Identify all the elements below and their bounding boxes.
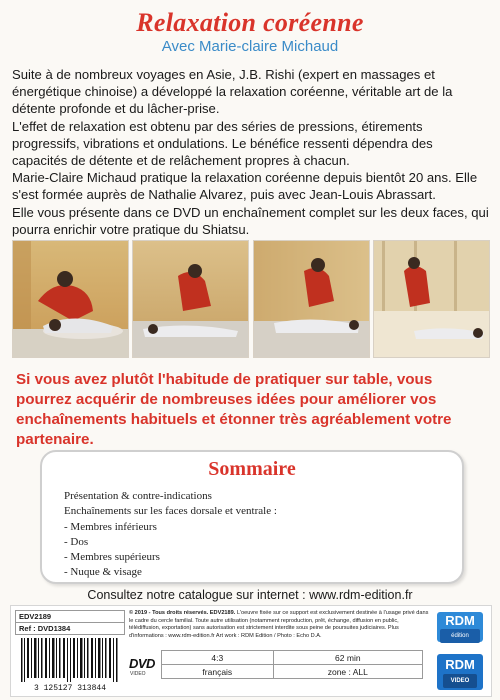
spec-language: français [162,665,274,679]
page-subtitle: Avec Marie-claire Michaud [161,38,339,55]
rdm-bottom-sub: VIDEO [443,674,477,688]
sommaire-item: - Membres supérieurs [64,551,160,564]
barcode-number: 3 125127 313844 [33,684,107,692]
specs-table [161,650,423,679]
highlight-text: Si vous avez plutôt l'habitude de pratiquer sur table, vous pourrez acquérir de nombreuses idées pour améliorer vos enchaînements habituels et étonner très agréablement votre partenaire. [16,371,452,448]
legal-copyright: © 2019 - Tous droits réservés. EDV2189. [129,610,236,616]
rdm-top-sub: édition [440,629,480,643]
rdm-top-label: RDM [445,613,475,628]
photo-strip [12,240,490,356]
sommaire-title: Sommaire [208,458,296,480]
sommaire-item: - Dos [64,535,89,548]
rdm-bottom-label: RDM [445,657,475,672]
spec-duration: 62 min [273,651,422,665]
sommaire-item: - Membres inférieurs [64,520,157,533]
rdm-video-logo [437,654,483,690]
intro-paragraph: Elle vous présente dans ce DVD un enchaînement complet sur les deux faces, qui pourra enrichir votre pratique du Shiatsu. [12,204,489,237]
intro-paragraph: Suite à de nombreux voyages en Asie, J.B. Rishi (expert en massages et énergétique chinoise) a développé la relaxation coréenne, véritable art de la détente profonde et du lâcher-prise. [12,67,453,117]
massage-photo-3 [253,240,370,358]
massage-photo-2 [132,240,249,358]
page-title: Relaxation coréenne [136,8,364,37]
dvd-video-label: VIDEO [130,671,146,677]
intro-paragraph: Marie-Claire Michaud pratique la relaxation coréenne depuis bientôt 20 ans. Elle s'est formée auprès de Nathalie Alvarez, puis avec Jean-Louis Abrassart. [12,170,478,203]
sommaire-box [40,450,464,584]
legal-text [129,610,429,640]
spec-ratio: 4:3 [162,651,274,665]
reference-box [15,610,125,635]
massage-photo-4 [373,240,490,358]
spec-zone: zone : ALL [273,665,422,679]
ref-label: Ref : DVD1384 [16,622,124,634]
dvd-logo-icon: DVD [129,656,155,671]
catalogue-link-text: Consultez notre catalogue sur internet : www.rdm-edition.fr [87,588,413,602]
legal-notice: L'oeuvre fixée sur ce support est exclusivement destinée à l'usage privé dans le cadre du cercle familial. Toute autre utilisation (notamment reproduction, prêt, échange, diffusion en public, télédiffusion, exportation) sans autorisation est strictement interdite sous peine de poursuites judiciaires. Plus d'informations : www.rdm-edition.fr Art work : RDM Edition / Photo : Echo D.A. [129,610,429,639]
rdm-edition-logo [437,612,483,642]
barcode [15,636,125,692]
massage-photo-1 [12,240,129,358]
sommaire-item: - Nuque & visage [64,566,142,579]
intro-text [12,66,490,238]
ref-code: EDV2189 [19,612,52,621]
intro-paragraph: L'effet de relaxation est obtenu par des séries de pressions, étirements progressifs, vibrations et ondulations. Le bénéfice ressenti dépendra des capacités de détente et de relâchement propres à chacun. [12,118,433,169]
sommaire-item: Enchaînements sur les faces dorsale et ventrale : [64,505,277,518]
footer-panel [10,605,492,697]
sommaire-list [64,489,462,581]
sommaire-item: Présentation & contre-indications [64,490,212,502]
